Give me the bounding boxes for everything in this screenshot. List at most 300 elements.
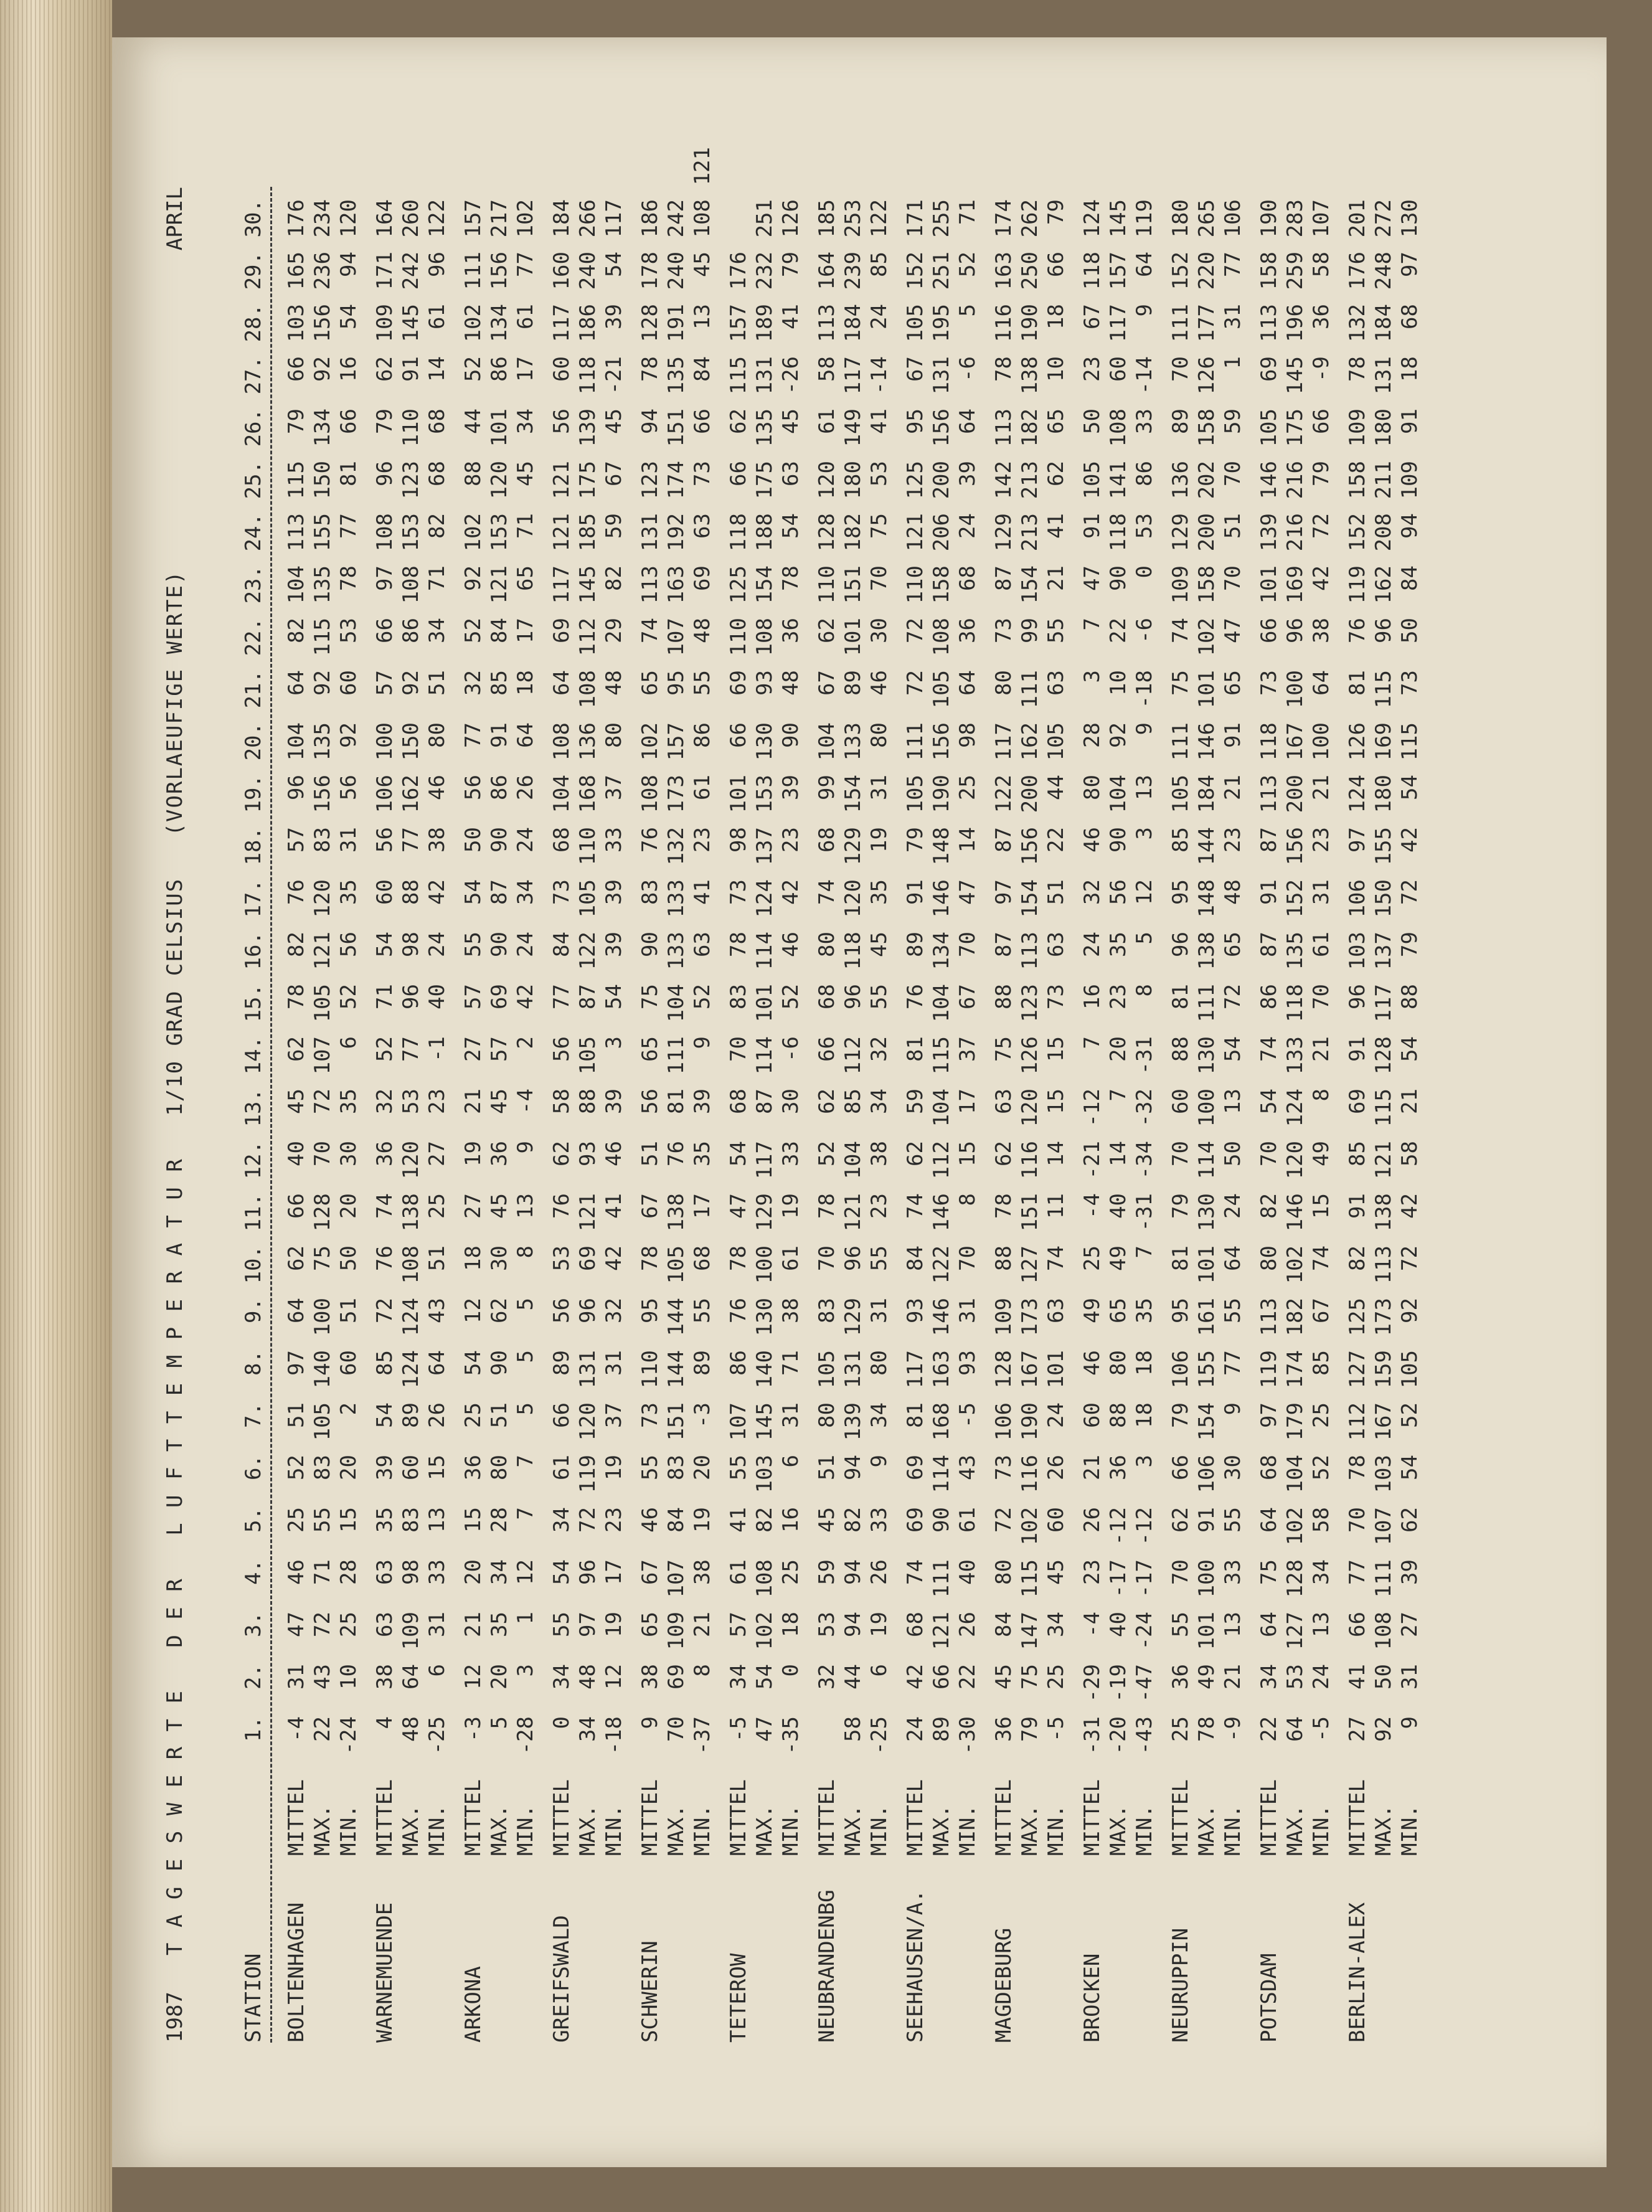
table-cell: 5: [955, 304, 980, 317]
table-cell: 177: [1194, 304, 1219, 343]
table-cell: 114: [1194, 1141, 1219, 1179]
table-row: [1079, 147, 1105, 2043]
table-cell: 174: [664, 461, 689, 499]
table-cell: 54: [1257, 1089, 1281, 1114]
table-cell: 62: [726, 409, 751, 434]
table-cell: 61: [513, 304, 538, 329]
table-row: [1168, 147, 1194, 2043]
table-cell: 128: [991, 1350, 1016, 1389]
table-cell: 58: [814, 356, 839, 382]
table-cell: 78: [778, 565, 803, 591]
table-cell: 77: [513, 252, 538, 277]
header-dashed-rule: [270, 187, 272, 2043]
table-cell: 72: [903, 670, 928, 696]
table-cell: 13: [1132, 775, 1157, 800]
table-cell: 43: [310, 1664, 335, 1690]
table-cell: 109: [664, 1612, 689, 1650]
table-cell: 2: [513, 1036, 538, 1049]
table-cell: 66: [1257, 618, 1281, 643]
table-cell: 45: [778, 409, 803, 434]
table-cell: 129: [752, 1193, 777, 1232]
value-type: MAX.: [841, 1805, 866, 1856]
table-cell: -1: [425, 1036, 450, 1062]
table-row: [1131, 147, 1158, 2043]
table-cell: 70: [955, 932, 980, 957]
table-cell: 190: [929, 775, 954, 813]
table-cell: 118: [841, 932, 866, 970]
book-page: [112, 37, 1607, 2167]
table-cell: 156: [929, 409, 954, 447]
table-cell: 54: [1397, 775, 1422, 800]
table-cell: 101: [726, 775, 751, 813]
page-title: T A G E S W E R T E D E R L U F T T E M P E R A T U R 1/10 GRAD CELSIUS (VORLAEUFIGE WERTE): [163, 570, 187, 1955]
table-cell: 5: [513, 1298, 538, 1311]
table-cell: 122: [867, 199, 892, 238]
table-cell: 34: [1309, 1559, 1334, 1585]
table-cell: 60: [1044, 1507, 1069, 1533]
table-cell: 96: [284, 775, 309, 800]
table-cell: -18: [1132, 670, 1157, 709]
table-cell: 92: [336, 722, 361, 748]
table-cell: 156: [310, 304, 335, 343]
table-cell: 14: [1106, 1141, 1131, 1166]
table-cell: 118: [1106, 513, 1131, 552]
table-cell: 41: [1044, 513, 1069, 539]
table-cell: 108: [1371, 1612, 1396, 1650]
table-cell: 111: [929, 1559, 954, 1598]
station-name: [1308, 1856, 1334, 2043]
table-cell: 52: [690, 984, 715, 1009]
table-cell: 44: [461, 409, 486, 434]
table-cell: -14: [1132, 356, 1157, 395]
table-cell: 28: [336, 1559, 361, 1585]
table-row: [752, 147, 778, 2043]
rotated-page-content: [112, 37, 1607, 2167]
table-cell: 158: [1345, 461, 1370, 499]
table-cell: 162: [1371, 565, 1396, 604]
table-cell: 18: [513, 670, 538, 696]
table-cell: 8: [513, 1245, 538, 1259]
table-cell: 180: [841, 461, 866, 499]
table-cell: 17: [955, 1089, 980, 1114]
table-cell: 15: [955, 1141, 980, 1166]
table-cell: 72: [310, 1612, 335, 1637]
station-name: GREIFSWALD: [549, 1915, 574, 2043]
table-cell: 43: [425, 1298, 450, 1323]
table-cell: 251: [752, 199, 777, 238]
table-cell: 1: [1220, 356, 1245, 369]
table-cell: 105: [664, 1245, 689, 1284]
table-cell: 26: [1044, 1455, 1069, 1480]
table-cell: 255: [929, 199, 954, 238]
value-type: MITTEL: [549, 1779, 574, 1856]
table-cell: 89: [841, 670, 866, 696]
table-cell: 125: [1345, 1298, 1370, 1336]
table-cell: 52: [284, 1455, 309, 1480]
table-cell: 91: [1220, 722, 1245, 748]
table-cell: 73: [1044, 984, 1069, 1009]
table-cell: 6: [336, 1036, 361, 1049]
table-cell: 36: [487, 1141, 512, 1166]
table-cell: 19: [867, 827, 892, 853]
table-cell: 120: [487, 461, 512, 499]
table-cell: 104: [1283, 1455, 1308, 1493]
table-cell: 128: [1283, 1559, 1308, 1598]
table-cell: 112: [1345, 1402, 1370, 1441]
table-cell: 6: [425, 1664, 450, 1677]
table-cell: 79: [903, 827, 928, 853]
station-group-gap: [627, 147, 637, 2043]
table-cell: 91: [1257, 879, 1281, 905]
table-cell: 66: [690, 409, 715, 434]
table-cell: 35: [690, 1141, 715, 1166]
table-cell: 162: [1017, 722, 1042, 761]
table-cell: 96: [399, 984, 423, 1009]
table-cell: 80: [1106, 1350, 1131, 1376]
day-column-header: 19.: [241, 775, 266, 813]
table-cell: 23: [690, 827, 715, 853]
table-cell: 54: [602, 984, 626, 1009]
table-cell: 36: [461, 1455, 486, 1480]
table-cell: -30: [955, 1716, 980, 1755]
table-cell: -14: [867, 356, 892, 395]
table-row: [1256, 147, 1282, 2043]
table-row: [928, 147, 955, 2043]
table-cell: 56: [549, 409, 574, 434]
table-cell: 95: [664, 670, 689, 696]
table-cell: 117: [991, 722, 1016, 761]
table-cell: 110: [903, 565, 928, 604]
table-cell: 35: [867, 879, 892, 905]
table-cell: 156: [310, 775, 335, 813]
table-cell: 89: [929, 1716, 954, 1742]
table-cell: 103: [284, 304, 309, 343]
table-cell: 182: [1283, 1298, 1308, 1336]
table-cell: 90: [487, 932, 512, 957]
table-cell: 36: [778, 618, 803, 643]
table-row: [283, 147, 309, 2043]
table-cell: 151: [841, 565, 866, 604]
table-cell: -25: [425, 1716, 450, 1755]
table-cell: 102: [1283, 1507, 1308, 1546]
table-cell: 24: [903, 1716, 928, 1742]
table-cell: 21: [1080, 1455, 1105, 1480]
table-cell: 121: [575, 1193, 600, 1232]
day-column-header: 27.: [241, 356, 266, 395]
table-cell: 85: [1345, 1141, 1370, 1166]
table-cell: -4: [284, 1716, 309, 1742]
table-cell: 74: [1257, 1036, 1281, 1062]
table-cell: 42: [778, 879, 803, 905]
table-cell: 66: [284, 356, 309, 382]
station-name: SCHWERIN: [638, 1940, 663, 2043]
station-group-gap: [1069, 147, 1079, 2043]
table-cell: 24: [1309, 1664, 1334, 1690]
table-cell: 89: [549, 1350, 574, 1376]
day-column-header: 10.: [241, 1245, 266, 1284]
table-cell: 131: [575, 1350, 600, 1389]
table-cell: 41: [867, 409, 892, 434]
table-cell: 200: [1194, 513, 1219, 552]
table-cell: 145: [1283, 356, 1308, 395]
table-cell: 78: [284, 984, 309, 1009]
value-type: MIN.: [1044, 1805, 1069, 1856]
table-cell: 19: [602, 1612, 626, 1637]
table-cell: 82: [425, 513, 450, 539]
table-cell: 119: [1257, 1350, 1281, 1389]
table-cell: 60: [1080, 1402, 1105, 1428]
table-cell: 265: [1194, 199, 1219, 238]
table-cell: 105: [1257, 409, 1281, 447]
table-cell: 97: [1257, 1402, 1281, 1428]
table-cell: 105: [310, 984, 335, 1023]
table-cell: -3: [461, 1716, 486, 1742]
table-cell: 23: [1106, 984, 1131, 1009]
table-cell: 38: [690, 1559, 715, 1585]
table-cell: 124: [399, 1350, 423, 1389]
table-row: [549, 147, 575, 2043]
table-cell: 100: [1309, 722, 1334, 761]
table-cell: 100: [310, 1298, 335, 1336]
table-cell: 74: [814, 879, 839, 905]
table-cell: 180: [1371, 409, 1396, 447]
table-cell: 36: [991, 1716, 1016, 1742]
table-cell: 91: [1345, 1193, 1370, 1219]
station-name: SEEHAUSEN/A.: [903, 1889, 928, 2043]
table-cell: 150: [399, 722, 423, 761]
table-cell: 82: [284, 618, 309, 643]
table-cell: 102: [638, 722, 663, 761]
table-cell: 85: [1168, 827, 1193, 853]
table-row: [1371, 147, 1397, 2043]
table-cell: 121: [310, 932, 335, 970]
day-column-header: 21.: [241, 670, 266, 709]
table-cell: 259: [1283, 252, 1308, 290]
table-cell: -12: [1106, 1507, 1131, 1546]
station-group-gap: [981, 147, 991, 2043]
table-cell: 122: [929, 1245, 954, 1284]
table-cell: 156: [487, 252, 512, 290]
table-row: [955, 147, 981, 2043]
table-cell: 216: [1283, 461, 1308, 499]
value-type: MAX.: [575, 1805, 600, 1856]
table-cell: 48: [602, 670, 626, 696]
table-cell: 39: [1397, 1559, 1422, 1585]
value-type: MITTEL: [726, 1779, 751, 1856]
table-cell: 26: [867, 1559, 892, 1585]
table-cell: 139: [841, 1402, 866, 1441]
table-cell: 105: [903, 304, 928, 343]
day-column-header: 12.: [241, 1141, 266, 1179]
table-cell: 146: [929, 1298, 954, 1336]
table-cell: 138: [1194, 932, 1219, 970]
table-cell: 32: [814, 1664, 839, 1690]
table-cell: 64: [284, 670, 309, 696]
table-cell: 45: [991, 1664, 1016, 1690]
table-cell: 65: [638, 1036, 663, 1062]
table-cell: 46: [284, 1559, 309, 1585]
table-cell: 83: [814, 1298, 839, 1323]
table-cell: 8: [1309, 1089, 1334, 1102]
value-type: MITTEL: [991, 1779, 1016, 1856]
table-cell: 34: [575, 1716, 600, 1742]
table-cell: 22: [310, 1716, 335, 1742]
table-cell: 119: [1132, 199, 1157, 238]
table-cell: 15: [461, 1507, 486, 1533]
table-cell: 68: [1397, 304, 1422, 329]
table-cell: 101: [1194, 670, 1219, 709]
table-cell: 175: [752, 461, 777, 499]
table-cell: 75: [867, 513, 892, 539]
table-cell: 162: [399, 775, 423, 813]
table-cell: 55: [726, 1455, 751, 1480]
table-cell: 260: [399, 199, 423, 238]
table-cell: 110: [638, 1350, 663, 1389]
table-cell: 113: [638, 565, 663, 604]
station-group-gap: [1334, 147, 1344, 2043]
table-cell: -4: [513, 1089, 538, 1114]
table-cell: 65: [1044, 409, 1069, 434]
table-cell: 115: [1371, 670, 1396, 709]
table-cell: 65: [513, 565, 538, 591]
table-cell: 113: [1371, 1245, 1396, 1284]
table-cell: 86: [487, 356, 512, 382]
table-cell: 29: [602, 618, 626, 643]
table-cell: 16: [1080, 984, 1105, 1009]
table-cell: 171: [903, 199, 928, 238]
table-cell: 130: [752, 722, 777, 761]
table-cell: 52: [1397, 1402, 1422, 1428]
table-cell: 24: [425, 932, 450, 957]
table-cell: 47: [726, 1193, 751, 1219]
table-cell: 17: [513, 356, 538, 382]
table-cell: 148: [929, 827, 954, 866]
table-cell: 62: [1397, 1507, 1422, 1533]
table-cell: 63: [1044, 1298, 1069, 1323]
value-type: MAX.: [1017, 1805, 1042, 1856]
table-row: [372, 147, 398, 2043]
table-cell: 28: [1080, 722, 1105, 748]
table-cell: 64: [1220, 1245, 1245, 1271]
table-cell: 35: [487, 1612, 512, 1637]
table-cell: 83: [399, 1507, 423, 1533]
table-cell: 81: [1345, 670, 1370, 696]
table-cell: 100: [1283, 670, 1308, 709]
table-cell: 67: [955, 984, 980, 1009]
table-cell: 54: [1397, 1455, 1422, 1480]
table-cell: 103: [1345, 932, 1370, 970]
table-cell: 72: [575, 1507, 600, 1533]
table-cell: 49: [1080, 1298, 1105, 1323]
table-cell: 107: [1309, 199, 1334, 238]
table-cell: 100: [1194, 1089, 1219, 1127]
table-cell: 120: [575, 1402, 600, 1441]
table-cell: 39: [372, 1455, 397, 1480]
table-cell: 62: [991, 1141, 1016, 1166]
table-cell: 189: [752, 304, 777, 343]
table-cell: 31: [425, 1612, 450, 1637]
table-cell: 20: [1106, 1036, 1131, 1062]
table-cell: 13: [690, 304, 715, 329]
table-cell: 62: [487, 1298, 512, 1323]
table-cell: 200: [929, 461, 954, 499]
table-cell: 94: [638, 409, 663, 434]
table-cell: 115: [310, 618, 335, 656]
table-cell: 64: [955, 409, 980, 434]
table-cell: -4: [1080, 1193, 1105, 1219]
table-cell: 137: [1371, 932, 1396, 970]
table-cell: 3: [1132, 827, 1157, 840]
table-cell: 76: [638, 827, 663, 853]
table-cell: 158: [929, 565, 954, 604]
table-cell: 17: [602, 1559, 626, 1585]
table-row: [1308, 147, 1334, 2043]
table-cell: 129: [1168, 513, 1193, 552]
table-cell: 105: [929, 670, 954, 709]
table-cell: 52: [814, 1141, 839, 1166]
table-cell: 70: [664, 1716, 689, 1742]
table-cell: 80: [1257, 1245, 1281, 1271]
table-cell: 30: [487, 1245, 512, 1271]
table-cell: 88: [461, 461, 486, 486]
table-cell: 121: [1371, 1141, 1396, 1179]
table-cell: 6: [867, 1664, 892, 1677]
table-cell: 100: [752, 1245, 777, 1284]
table-cell: 153: [487, 513, 512, 552]
table-cell: 26: [955, 1612, 980, 1637]
table-cell: 104: [664, 984, 689, 1023]
table-cell: 133: [1283, 1036, 1308, 1075]
table-cell: 167: [1283, 722, 1308, 761]
table-cell: 31: [1220, 304, 1245, 329]
table-cell: 80: [602, 722, 626, 748]
table-cell: 102: [1194, 618, 1219, 656]
table-cell: 58: [1309, 252, 1334, 277]
table-cell: 68: [549, 827, 574, 853]
table-cell: 10: [1106, 670, 1131, 696]
table-cell: 97: [991, 879, 1016, 905]
table-cell: 101: [752, 984, 777, 1023]
table-cell: 91: [1080, 513, 1105, 539]
table-cell: 180: [1371, 775, 1396, 813]
value-type: MAX.: [664, 1805, 689, 1856]
station-name: [398, 1856, 424, 2043]
table-cell: 9: [1220, 1402, 1245, 1416]
table-cell: 85: [487, 670, 512, 696]
table-cell: 103: [752, 1455, 777, 1493]
day-column-header: 17.: [241, 879, 266, 918]
day-column-header: 7.: [241, 1402, 266, 1428]
table-cell: 102: [1017, 1507, 1042, 1546]
table-cell: 266: [575, 199, 600, 238]
value-type: MAX.: [487, 1805, 512, 1856]
table-cell: 25: [955, 775, 980, 800]
table-cell: 31: [602, 1350, 626, 1376]
table-cell: 155: [1194, 1350, 1219, 1389]
table-cell: 9: [1397, 1716, 1422, 1729]
table-cell: 95: [903, 409, 928, 434]
table-cell: 62: [284, 1036, 309, 1062]
table-cell: 34: [867, 1089, 892, 1114]
table-cell: 120: [336, 199, 361, 238]
table-cell: -28: [513, 1716, 538, 1755]
table-cell: 190: [1257, 199, 1281, 238]
table-cell: 104: [284, 565, 309, 604]
table-cell: 68: [814, 827, 839, 853]
table-cell: 120: [841, 879, 866, 918]
table-cell: 115: [1371, 1089, 1396, 1127]
table-cell: 110: [814, 565, 839, 604]
